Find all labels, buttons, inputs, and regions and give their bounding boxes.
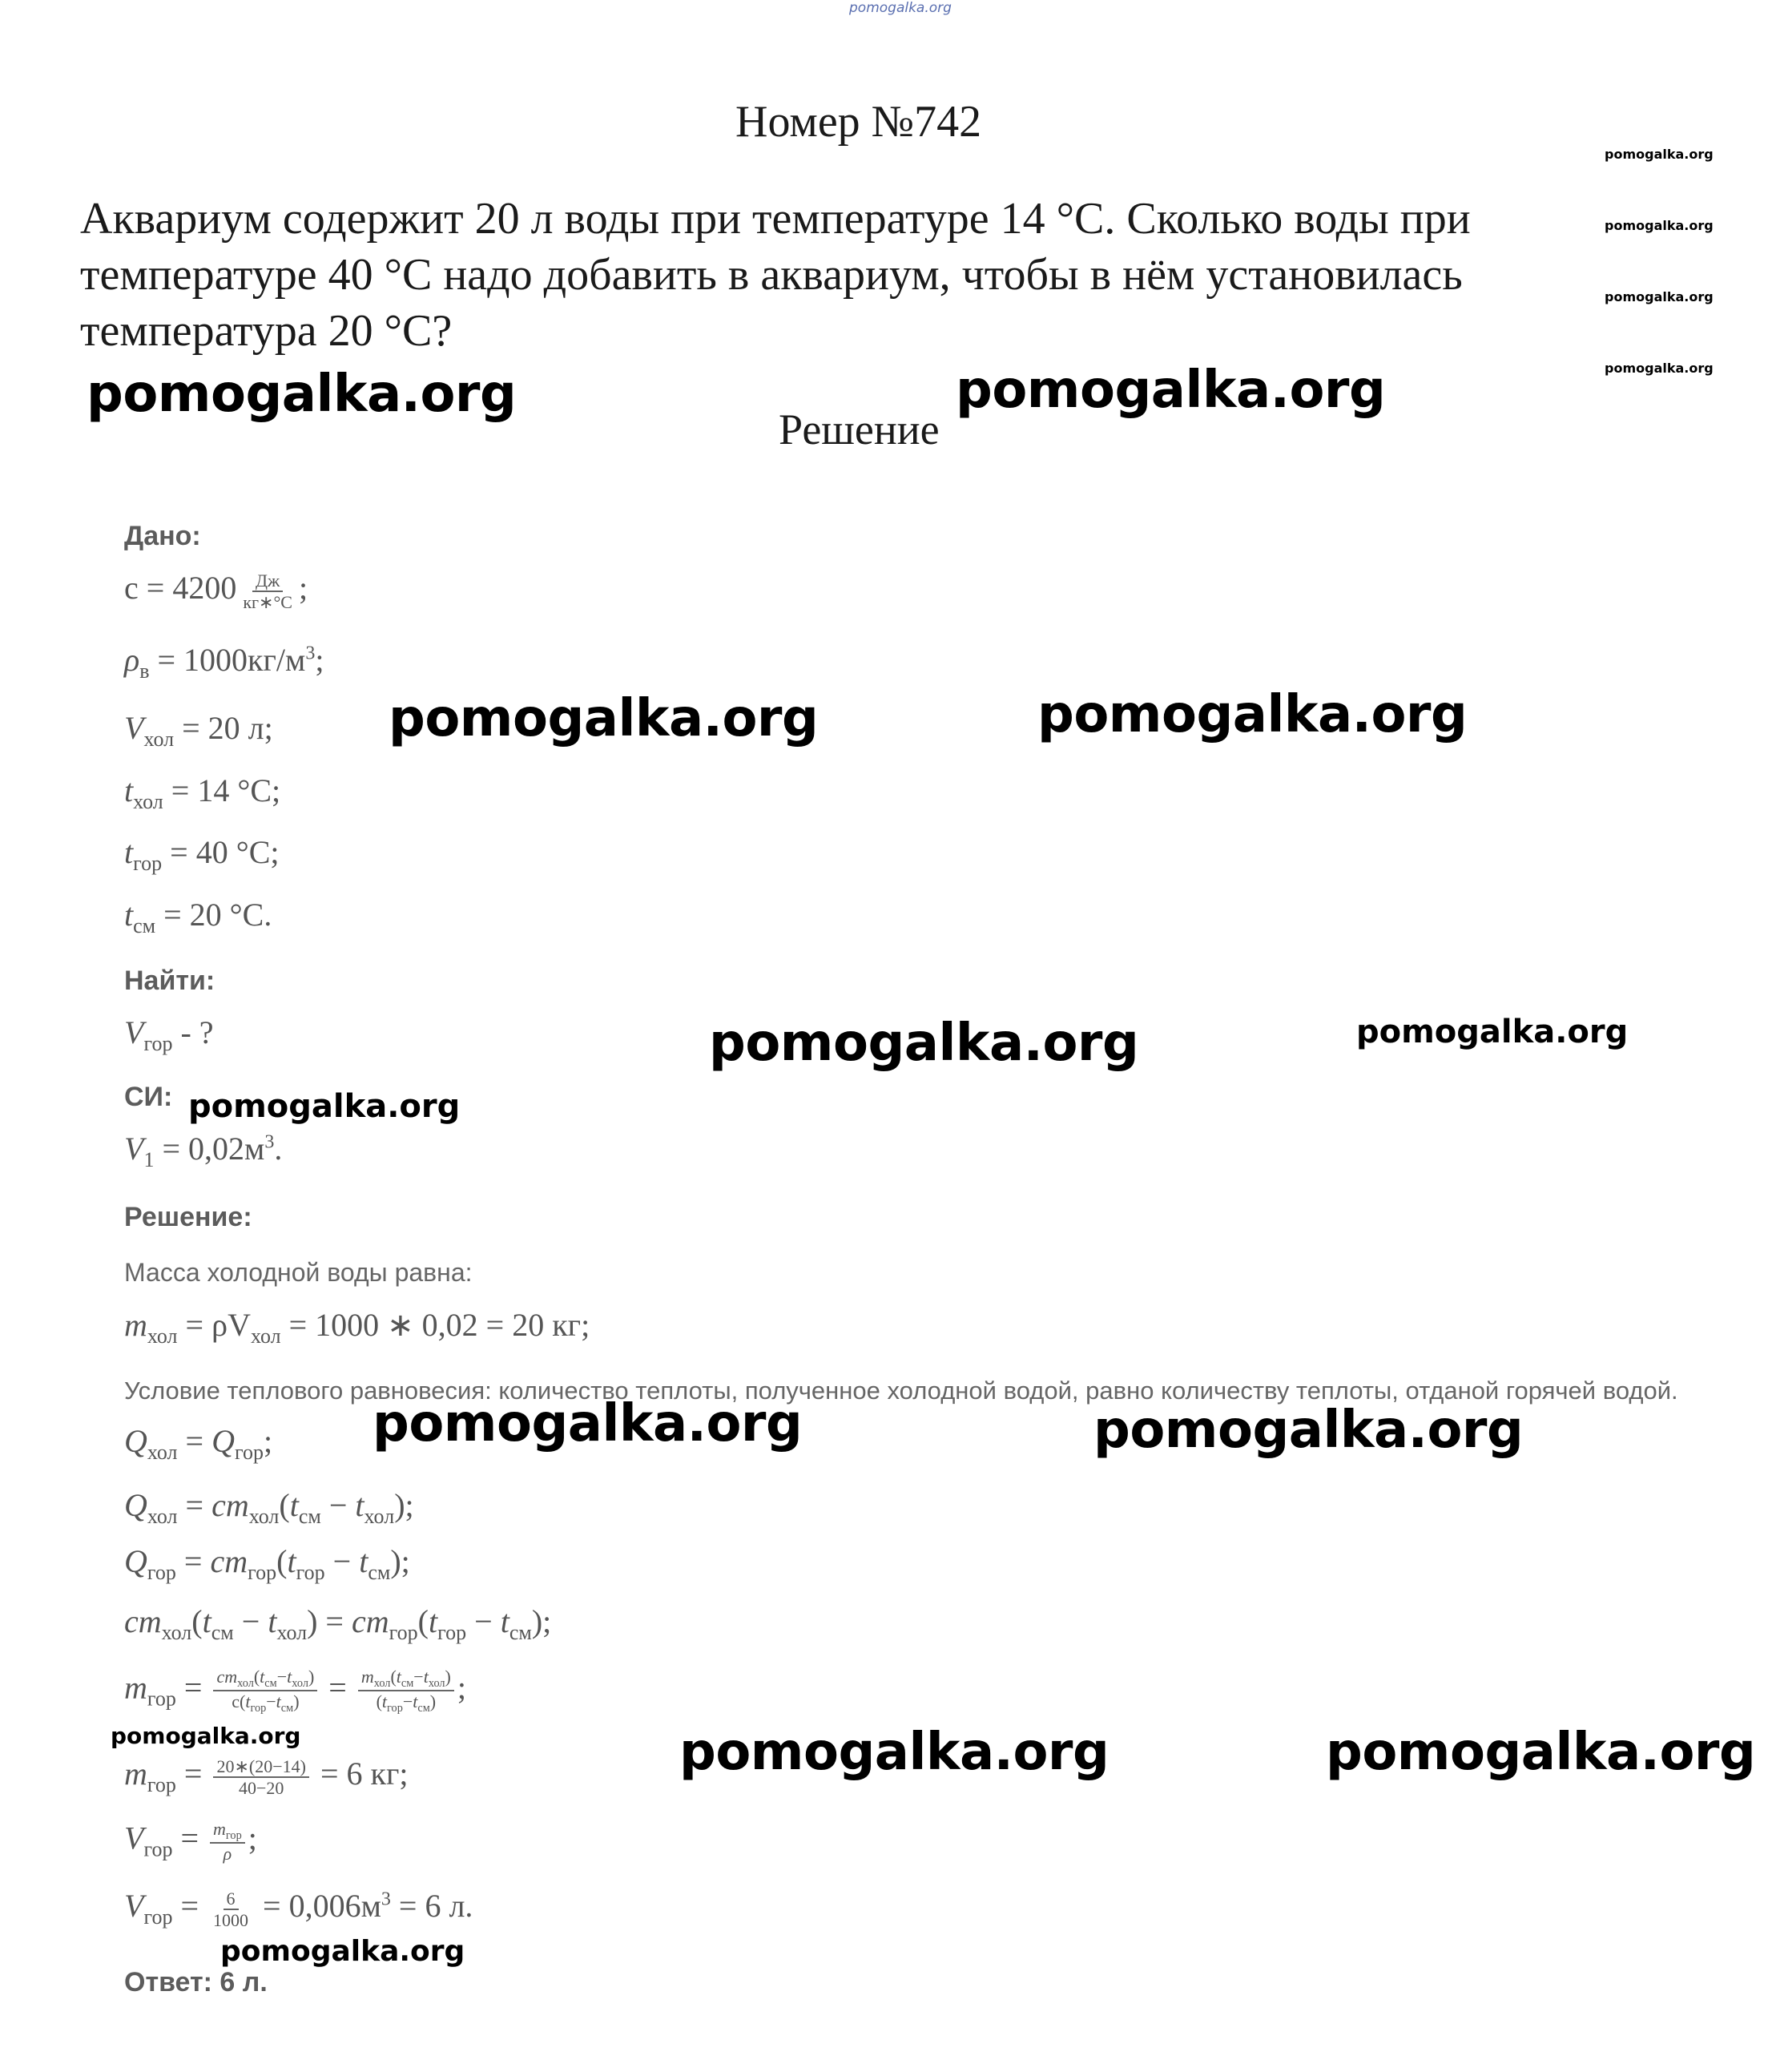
si-v1: $V_1 = 0,02м^3$.	[124, 1131, 283, 1172]
balance-text: Условие теплового равновесия: количество теплоты, полученное холодной водой, равно количеству теплоты, отданой горячей водой.	[124, 1377, 1678, 1405]
solution-heading: Решение	[779, 405, 940, 454]
watermark-small-2: pomogalka.org	[1605, 218, 1714, 233]
watermark-small-4: pomogalka.org	[1605, 361, 1714, 376]
given-t-hol: $t_{хол} = 14$ °С;	[124, 772, 281, 814]
page-title: Номер №742	[735, 97, 982, 147]
given-label: Дано:	[124, 521, 201, 551]
eq-q-hol: $Q_{хол} = cm_{хол}(t_{см} - t_{хол})$;	[124, 1487, 414, 1529]
eq-m-gor: $m_{гор}$ = $\frac{cm_{хол}(t_{см}-t_{хол})}{c(t_{гор}-t_{см})}$ = $\frac{m_{хол}(t_{см}-t_{хол})}{(t_{гор}-t_{см})}$ ;	[124, 1667, 466, 1715]
given-t-gor: $t_{гор} = 40$ °С;	[124, 834, 280, 876]
watermark-5: pomogalka.org	[709, 1014, 1139, 1073]
watermark-3: pomogalka.org	[389, 689, 819, 748]
eq-q-balance: $Q_{хол} = Q_{гор}$;	[124, 1423, 273, 1465]
eq-balance-expanded: $cm_{хол}(t_{см} - t_{хол}) = cm_{гор}(t_{гор} - t_{см})$;	[124, 1603, 552, 1645]
watermark-4: pomogalka.org	[1037, 685, 1468, 744]
watermark-11: pomogalka.org	[679, 1723, 1109, 1782]
watermark-10: pomogalka.org	[111, 1723, 301, 1749]
si-label: СИ:	[124, 1082, 173, 1112]
watermark-8: pomogalka.org	[373, 1394, 803, 1453]
mass-text: Масса холодной воды равна:	[124, 1258, 473, 1287]
eq-v-gor-calc: $V_{гор}$ = $\frac{6}{1000}$ = $0,006м^3 = 6$ л.	[124, 1888, 473, 1930]
given-c: c = 4200 $\frac{Дж}{кг∗^\circ С}$ ;	[124, 570, 308, 612]
watermark-small-1: pomogalka.org	[1605, 147, 1714, 162]
mass-formula: $m_{хол} = \rho V_{хол} = 1000$ ∗ 0,02 = 20 кг;	[124, 1307, 590, 1348]
watermark-6: pomogalka.org	[1356, 1014, 1629, 1050]
eq-v-gor: $V_{гор}$ = $\frac{m_{гор}}{\rho}$ ;	[124, 1819, 257, 1864]
given-v-hol: $V_{хол} = 20$ л;	[124, 710, 273, 752]
watermark-13: pomogalka.org	[220, 1935, 465, 1968]
find-v-gor: $V_{гор}$ - ?	[124, 1014, 214, 1056]
given-rho: $\rho_в = 1000кг/м^3$;	[124, 642, 324, 683]
watermark-top: pomogalka.org	[849, 0, 952, 16]
watermark-1: pomogalka.org	[87, 365, 517, 424]
problem-text: Аквариум содержит 20 л воды при температуре 14 °С. Сколько воды при температуре 40 °С надо добавить в аквариум, чтобы в нём установилась температура 20 °С?	[80, 194, 1471, 356]
watermark-small-3: pomogalka.org	[1605, 289, 1714, 304]
watermark-7: pomogalka.org	[188, 1088, 461, 1125]
eq-q-gor: $Q_{гор} = cm_{гор}(t_{гор} - t_{см})$;	[124, 1543, 410, 1585]
solution-label: Решение:	[124, 1202, 252, 1232]
watermark-9: pomogalka.org	[1093, 1401, 1524, 1460]
eq-m-gor-calc: $m_{гор}$ = $\frac{20∗(20-14)}{40-20}$ = 6 кг;	[124, 1756, 409, 1798]
answer: Ответ: 6 л.	[124, 1967, 268, 1997]
find-label: Найти:	[124, 965, 215, 996]
watermark-12: pomogalka.org	[1326, 1723, 1756, 1782]
watermark-2: pomogalka.org	[956, 361, 1386, 420]
given-t-sm: $t_{см} = 20$ °С.	[124, 897, 272, 938]
